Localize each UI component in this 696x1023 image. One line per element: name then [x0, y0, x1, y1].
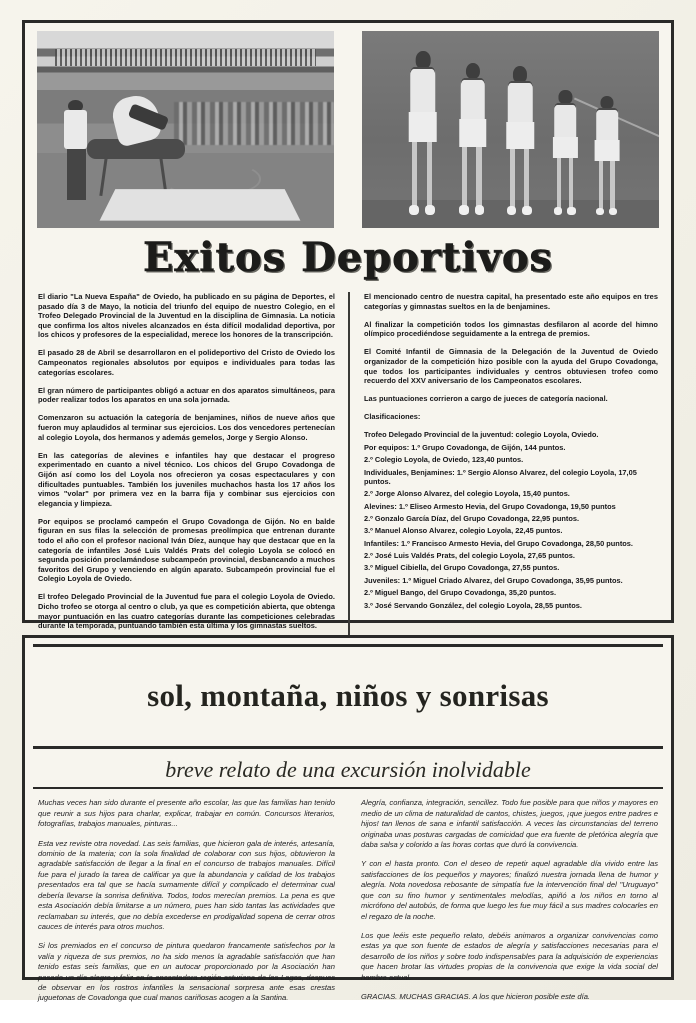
result-item: Por equipos: 1.º Grupo Covadonga, de Gijón, 144 puntos.	[364, 442, 566, 452]
results-list	[364, 430, 658, 609]
result-item: 2.º Miguel Bango, del Grupo Covadonga, 35,20 puntos.	[364, 588, 557, 598]
result-item: Trofeo Delegado Provincial de la juventud: colegio Loyola, Oviedo.	[364, 430, 599, 440]
sports-columns	[25, 283, 671, 649]
excursion-columns	[25, 789, 671, 1022]
result-item: 2.º Jorge Alonso Alvarez, del colegio Loyola, 15,40 puntos.	[364, 489, 570, 499]
result-item: 3.º Manuel Alonso Alvarez, colegio Loyola, 22,45 puntos.	[364, 526, 563, 536]
gymnast-vault-photo	[37, 31, 334, 228]
paragraph: Y con el hasta pronto. Con el deseo de repetir aquel agradable día vivido entre las satisfacciones de los pequeños y mayores; finalizó nuestra jornada llena de humor y alegría. Nota novedosa rebosante de simpatía fue la intervención final del "Uruguayo" que con su fino humor y sentimentales melodías, apiñó a los niños en torno al micrófono del autobús, de forma que luego les fue muy fácil a sus madres colocarles en el regazo de la noche.	[361, 859, 658, 921]
gymnast-figure	[454, 63, 491, 217]
gymnast-figure	[549, 90, 582, 216]
excursion-right-column	[348, 798, 658, 1012]
closing-thanks: GRACIAS. MUCHAS GRACIAS. A los que hicieron posible este día.	[361, 991, 591, 1001]
horse-leg-left	[100, 157, 108, 196]
paragraph: Los que leéis este pequeño relato, debéis animaros a organizar convivencias como estas ya que son fuente de estados de alegría y satisfacciones necesarias para el desarrollo de los niños y sobre todo indispensables para la adquisición de experiencias que hacen brotar las virtudes propias de la convivencia que exige la vida social del hombre actual.	[361, 930, 658, 982]
paragraph: Las puntuaciones corrieron a cargo de jueces de categoría nacional.	[364, 394, 608, 404]
paragraph: El mencionado centro de nuestra capital, ha presentado este año equipos en tres categorías y gimnastas sueltos en la de benjamines.	[364, 292, 658, 311]
result-item: 2.º Gonzalo García Díaz, del Grupo Covadonga, 22,95 puntos.	[364, 513, 580, 523]
team-lineup-photo	[362, 31, 659, 228]
paragraph: Al finalizar la competición todos los gimnastas desfilaron al acorde del himno olímpico procediéndose seguidamente a la entrega de premios.	[364, 319, 658, 339]
sports-left-column	[38, 292, 348, 639]
coach-legs	[67, 149, 86, 200]
excursion-subtitle: breve relato de una excursión inolvidable	[33, 749, 663, 789]
excursion-left-column	[38, 798, 348, 1012]
result-item: 3.º José Servando González, del colegio Loyola, 28,55 puntos.	[364, 600, 582, 610]
sports-article-title: Exitos Deportivos	[142, 234, 554, 281]
sports-article	[22, 20, 674, 631]
result-item: Juveniles: 1.º Miguel Criado Alvarez, del Grupo Covadonga, 35,95 puntos.	[364, 575, 623, 585]
paragraph: Por equipos se proclamó campeón el Grupo Covadonga de Gijón. No en balde figuran en sus filas la selección de promesas preolímpica que entrenan durante todo el año con el profesor nacional Iván Díez, aunque hay que destacar que en la categoría de infantiles José Luis Valdés Prats del colegio Loyola se colocó en segunda posición proclamándose subcampeón provincial, desbancando a muchos favoritos del Grupo y venciendo en algún aparato. Subcampeón provincial fue el Colegio Loyola de Oviedo.	[38, 516, 335, 584]
gymnast-figure	[502, 66, 539, 216]
excursion-article	[22, 635, 674, 1003]
result-item: Infantiles: 1.º Francisco Armesto Hevia, del Grupo Covadonga, 28,50 puntos.	[364, 538, 633, 548]
sports-right-column	[348, 292, 658, 639]
paragraph: El trofeo Delegado Provincial de la Juventud fue para el colegio Loyola de Oviedo. Dicho trofeo se otorga al centro o club, ya que es competición abierta, que obtenga mayor puntuación en las cuatro categorías durante las competiciones celebradas durante la temporada, puntuando también esta última y los gimnastas sueltos.	[38, 592, 335, 631]
gym-railing	[55, 49, 316, 67]
result-item: Alevines: 1.º Eliseo Armesto Hevia, del Grupo Covadonga, 19,50 puntos	[364, 501, 616, 511]
paragraph: Comenzaron su actuación la categoría de benjamines, niños de nueve años que fueron muy aplaudidos al terminar sus ejercicios. Los dos vencedores pertenecían al colegio Loyola, dos hermanos y además gemelos, Jorge y Sergio Alonso.	[38, 413, 335, 442]
coach-body	[64, 110, 88, 149]
result-item: 2.º Colegio Loyola, de Oviedo, 123,40 puntos.	[364, 455, 524, 465]
landing-mat	[100, 189, 301, 221]
paragraph: El gran número de participantes obligó a actuar en dos aparatos simultáneos, para poder realizar todos los aparatos en una sola jornada.	[38, 385, 335, 405]
paragraph: En las categorías de alevines e infantiles hay que destacar el progreso experimentado en cuanto a nivel técnico. Los chicos del Grupo Covadonga de Gijón así como los del Loyola nos ofrecieron ya cosas espectaculares y con dificultades puntuables. También los juveniles muchachos hasta los 17 años los vimos "volar" por primera vez en la barra fija y combinar sus ejercicios con elegancia y limpieza.	[38, 450, 335, 508]
gymnast-figure	[404, 51, 443, 216]
gymnast-figure	[591, 96, 624, 216]
paragraph: Alegría, confianza, integración, sencillez. Todo fue posible para que niños y mayores en medio de un clima de naturalidad de cantos, chistes, juegos, ¡que juegos entre padres e hijos! tan llenos de sana e infantil satisfacción. A veces las circunstancias del terreno originaba unas posturas cargadas de comicidad que era fuente de pletórica alegría que daba salsa y colorido a las horas cortas que duró la convivencia.	[361, 798, 658, 850]
paragraph: Esta vez reviste otra novedad. Las seis familias, que hicieron gala de interés, artesanía, dominio de la materia; con la sola finalidad de colaborar con sus hijos, obtuvieron la agradable satisfacción de llegar a la final en el concurso de trabajos manuales. Difícil fue para el jurado la tarea de calificar ya que la abundancia y calidad de los trabajos presentados era tal que se hacía sumamente difícil y complicado el determinar cual debería llevarse la sonrisa definitiva. Todos, todos merecían premios. La pena es que esta Asociación debía limitarse a un número, pues han sido tantas las actividades que reclamaban su interés, que no debía excederse en prodigalidad sopena de cerrar otros cauces de interés para otros muchos.	[38, 838, 335, 931]
result-item: 3.º Miguel Cibiella, del Grupo Covadonga, 27,55 puntos.	[364, 563, 560, 573]
paragraph: Si los premiados en el concurso de pintura quedaron francamente satisfechos por la valía y riqueza de sus premios, no ha sido menos la agradable satisfacción que han tenido estas seis familias, que en un autocar proporcionado por la Asociación han pasado un día alegre y feliz en la encantadora región asturiana de los Lagos, despues de observar en los rostros infantiles la sensacional sorpresa ante esas crestas juguetonas de Covadonga que cual manos cariñosas acogen a la Santina.	[38, 941, 335, 1003]
paragraph: El pasado 28 de Abril se desarrollaron en el polideportivo del Cristo de Oviedo los Campeonatos regionales absolutos por equipos e individuales para todas las categorías escolares.	[38, 348, 335, 377]
paragraph: El diario "La Nueva España" de Oviedo, ha publicado en su página de Deportes, el pasado día 3 de Mayo, la noticia del triunfo del equipo de nuestro Colegio, en el Trofeo Delegado Provincial de la Juventud en la disciplina de Gimnasia. La noticia que confirma los altos niveles alcanzados en ésta difícil modalidad deportiva, por los chicos y profesores de la especialidad, merece los honores de la transcripción.	[38, 292, 335, 340]
spectators	[174, 102, 334, 145]
paragraph: Muchas veces han sido durante el presente año escolar, las que las familias han tenido que reunir a sus hijos para charlar, explicar, trabajar en común. Concursos literarios, fotografías, trabajos manuales, pinturas...	[38, 798, 335, 829]
photo-row	[25, 23, 671, 228]
result-item: Individuales, Benjamines: 1.º Sergio Alonso Alvarez, del colegio Loyola, 17,05 puntos.	[364, 467, 637, 486]
paragraph: El Comité Infantil de Gimnasia de la Delegación de la Juventud de Oviedo organizador de la competición hizo posible con la ayuda del Grupo Covadonga, que todos los participantes individuales y centros obtuviesen trofeo como recuerdo del XXV aniversario de los Campeonatos escolares.	[364, 347, 658, 386]
result-item: 2.º José Luis Valdés Prats, del colegio Loyola, 27,65 puntos.	[364, 551, 575, 561]
results-heading: Clasificaciones:	[364, 412, 421, 422]
excursion-article-title: sol, montaña, niños y sonrisas	[147, 677, 549, 713]
excursion-title-band	[33, 644, 663, 749]
